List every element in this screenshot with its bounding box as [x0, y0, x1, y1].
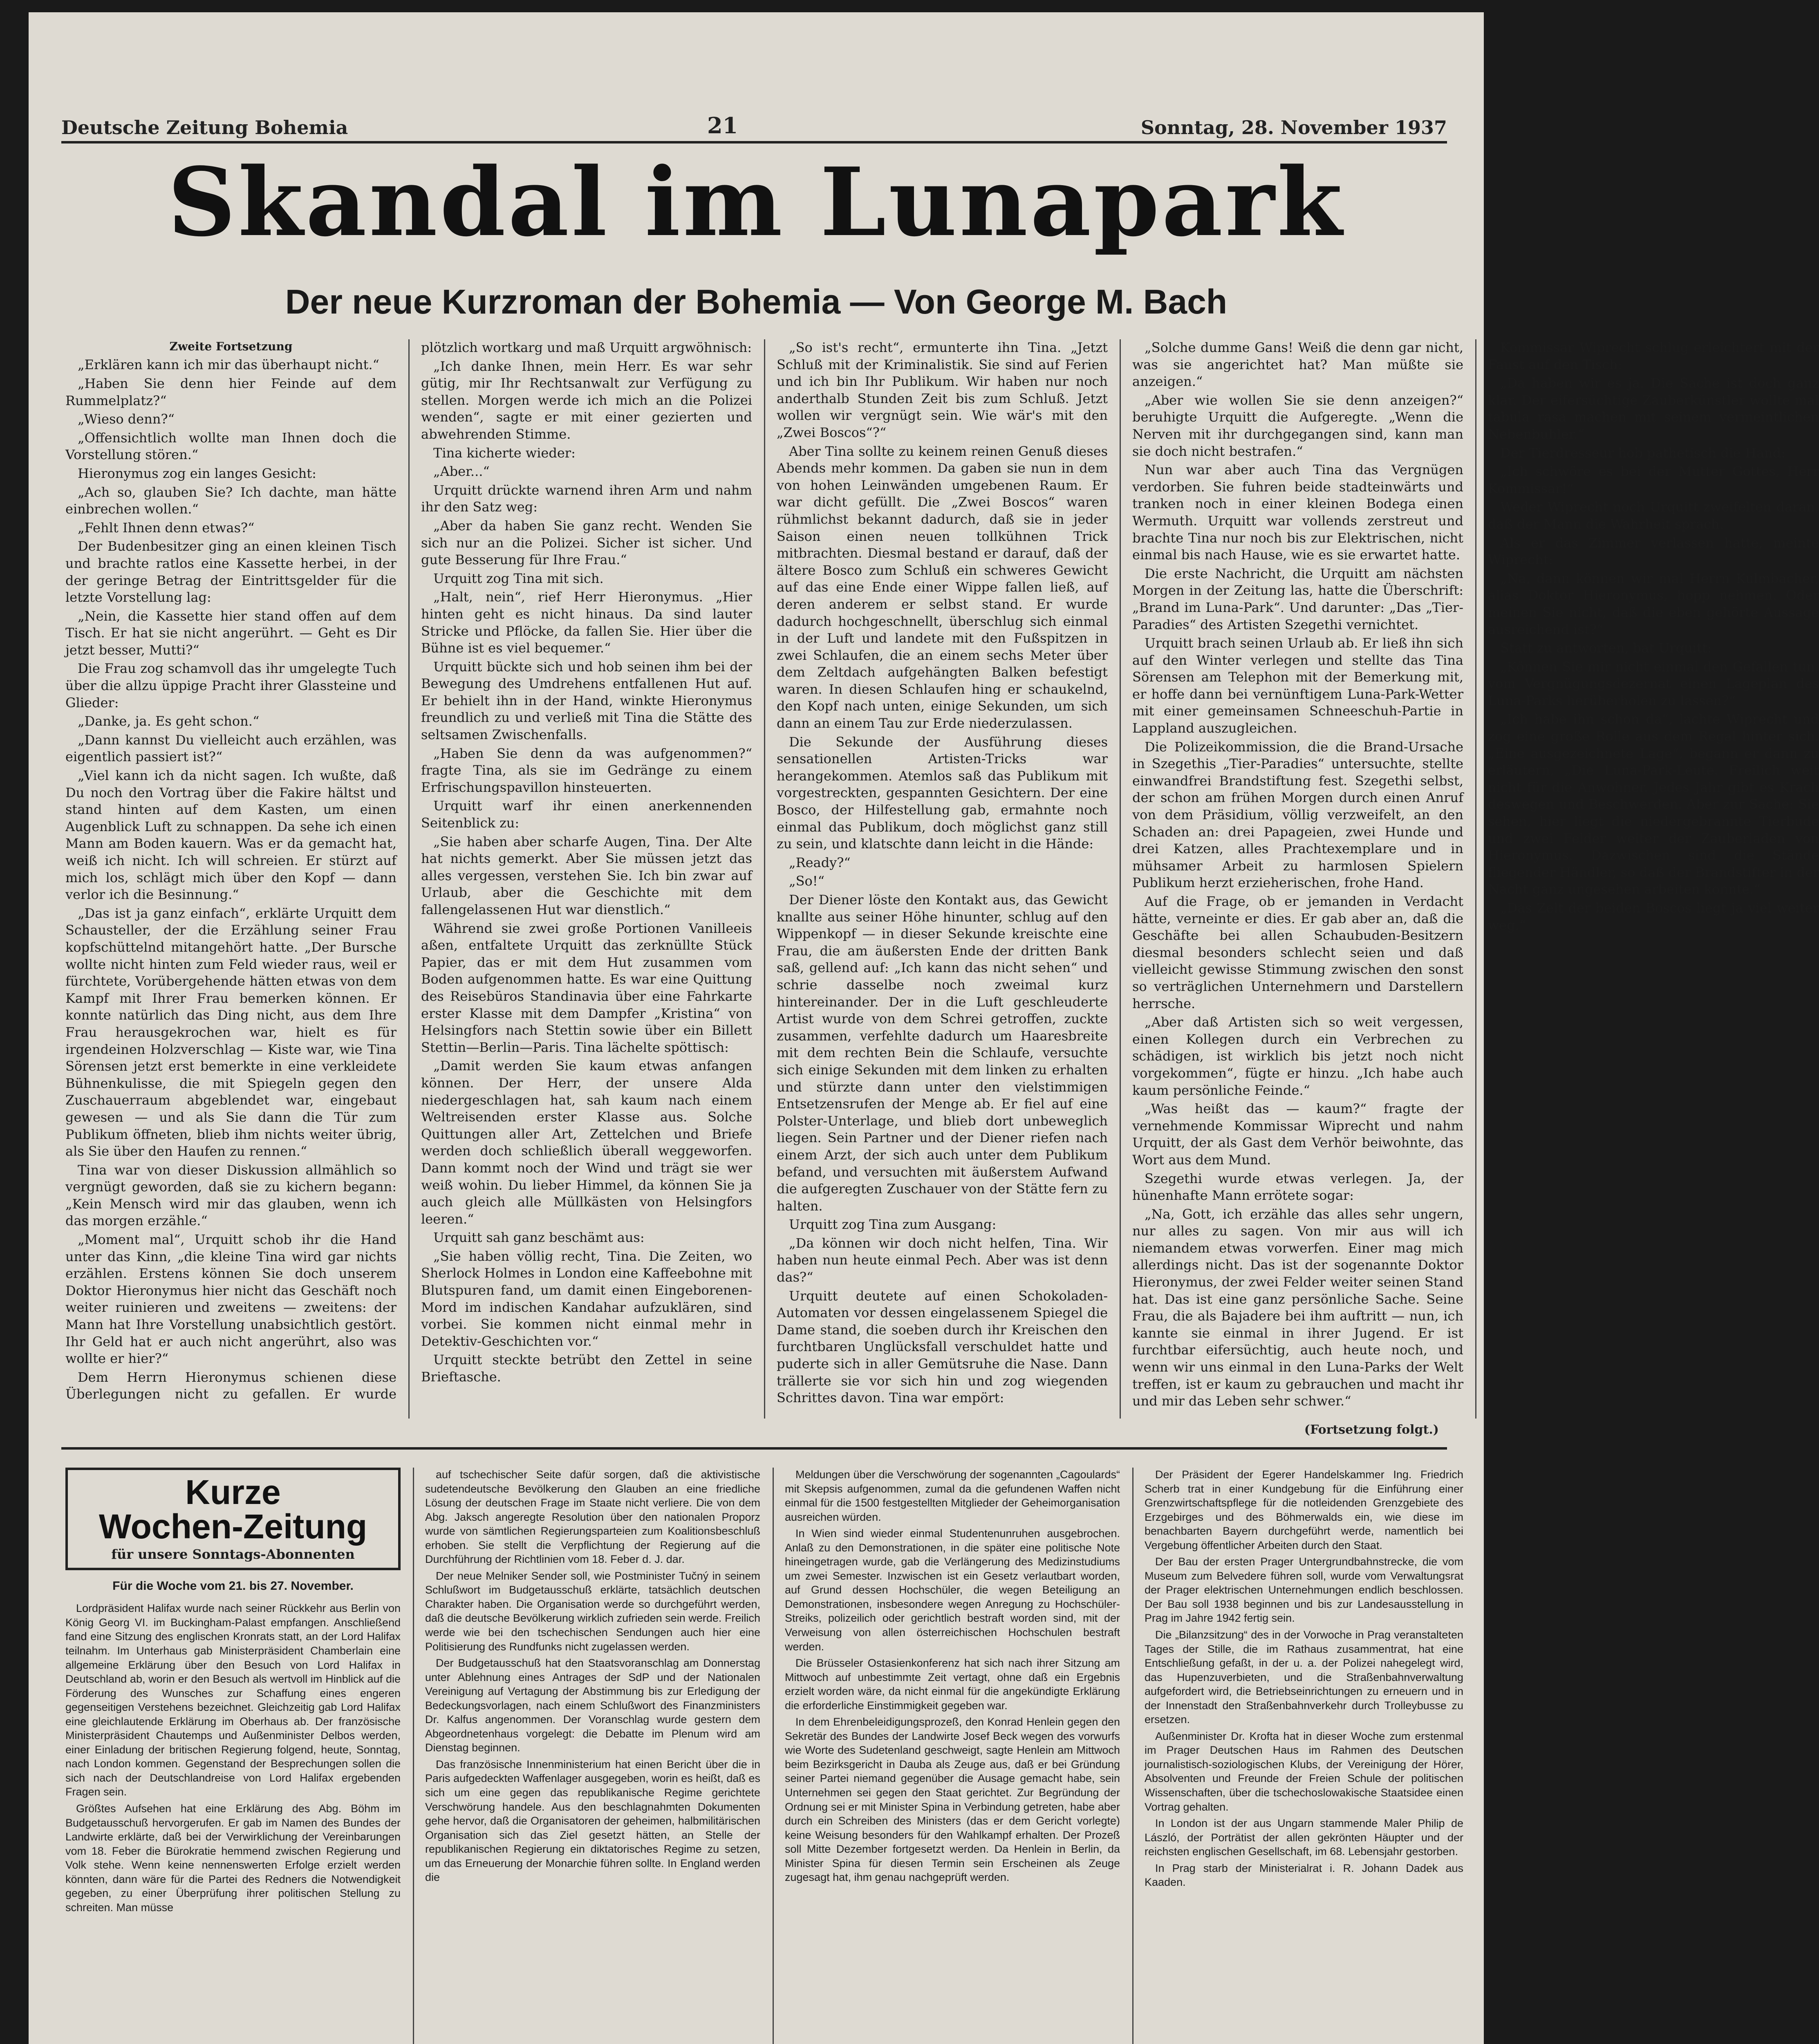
- story-paragraph: „Das Zelt der beiden Boscos liegt ja viel weiter weg.“: [1488, 900, 1819, 933]
- story-paragraph: Die Sekunde der Ausführung dieses sensationellen Artisten-Tricks war herangekommen. Atemlos saß das Publikum mit vorgestreckten, gespannten Gesichtern. Der eine Bosco, der Hilfestellung gab, ermahnte noch einmal das Publikum, doch möglichst ganz still zu sein, und klatschte dann leicht in die Hände:: [777, 734, 1108, 852]
- news-paragraph: Der Bau der ersten Prager Untergrundbahnstrecke, die vom Museum zum Belvedere führen soll, wurde vom Verwaltungsrat der Prager elektrischen Unternehmungen endlich beschlossen. Der Bau soll 1938 beginnen und bis zur Landesausstellung in Prag im Jahre 1942 fertig sein.: [1145, 1555, 1463, 1625]
- story-paragraph: „Ach so, glauben Sie? Ich dachte, man hätte einbrechen wollen.“: [65, 484, 397, 517]
- news-paragraph: Meldungen über die Verschwörung der sogenannten „Cagoulards“ mit Skepsis aufgenommen, zumal da die gefundenen Waffen nicht einmal für die 1500 festgestellten Mitglieder der Geheimorganisation ausreichen würden.: [785, 1468, 1120, 1523]
- story-paragraph: Urquitt drückte warnend ihren Arm und nahm ihr den Satz weg:: [421, 482, 752, 515]
- story-paragraph: „Damit werden Sie kaum etwas anfangen können. Der Herr, der unsere Alda niedergeschlagen hat, sah kaum nach einem Weltreisenden erster Klasse aus. Solche Quittungen aller Art, Zettelchen und Briefe werden doch schließlich überall weggeworfen. Dann kommt noch der Wind und trägt sie wer weiß wohin. Du lieber Himmel, da können Sie ja auch gleich alle Müllkästen von Helsingfors leeren.“: [421, 1058, 752, 1227]
- story-paragraph: Hieronymus zog ein langes Gesicht:: [78, 465, 316, 481]
- column-rule: [1132, 1468, 1134, 2044]
- column-rule: [413, 1468, 414, 2044]
- headline: Skandal im Lunapark: [168, 147, 1345, 258]
- story-paragraph: Als er das Zimmer verlassen hatte, meinte Wiprecht:: [1488, 535, 1819, 568]
- story-paragraph: Urquitt brach seinen Urlaub ab. Er ließ ihn sich auf den Winter verlegen und stellte das Tina Sörensen am Telephon mit der Bemerkung mit, er hoffe dann bei vernünftigem Luna-Park-Wetter mit einer gemeinsamen Schneeschuh-Partie in Lappland auszugleichen.: [1132, 635, 1463, 736]
- story-paragraph: „Aber daß Artisten sich so weit vergessen, einen Kollegen durch ein Verbrechen zu schädigen, ist wirklich bis jetzt noch nicht vorgekommen“, fügte er hinzu. „Ich habe auch kaum persönliche Feinde.“: [1132, 1014, 1463, 1098]
- story-paragraph: „Aber da haben Sie ganz recht. Wenden Sie sich nur an die Polizei. Sicher ist sicher. Und gute Besserung für Ihre Frau.“: [421, 518, 752, 568]
- news-column-2: [425, 1468, 760, 2044]
- story-paragraph: „Moment mal“, Urquitt schob ihr die Hand unter das Kinn, „die kleine Tina wird gar nichts erzählen. Erstens können Sie doch unserem Doktor Hieronymus hier nicht das Geschäft noch weiter ruinieren und zweitens — zweitens: der Mann hat Ihre Vorstellung unabsichtlich gestört. Ihr Geld hat er auch nicht angerührt, also was wollte er hier?“: [65, 1232, 397, 1367]
- page-number: 21: [707, 112, 738, 139]
- weekly-news-masthead: [65, 1468, 401, 1570]
- story-paragraph: Urquitt steckte betrübt den Zettel in seine Brieftasche.: [421, 1352, 752, 1385]
- news-column-1: [65, 1468, 401, 2044]
- story-paragraph: Aber Tina sollte zu keinem reinen Genuß dieses Abends mehr kommen. Da gaben sie nun in dem von hohen Leinwänden umgebenen Raum. Er war dicht gefüllt. Die „Zwei Boscos“ waren rühmlichst bekannt dadurch, daß sie in jeder Saison einen neuen tollkühnen Trick mitbrachten. Diesmal bestand er darauf, daß der ältere Bosco zum Schluß ein schweres Gewicht auf das eine Ende einer Wippe fallen ließ, auf deren anderem er selbst stand. Er wurde dadurch hochgeschnellt, überschlug sich einmal in der Luft und landete mit den Fußspitzen in zwei Schlaufen, die an einem sechs Meter über dem Zeltdach aufgehängten Balken befestigt waren. In diesen Schlaufen hing er schaukelnd, den Kopf nach unten, einige Sekunden, um sich dann an einem Tau zur Erde niederzulassen.: [777, 443, 1108, 731]
- story-paragraph: „Ich habe ihn schon da“, lachte Wiprecht und zog eine große Rolle aus dem Regal hinter sich. „Eine ausgezeichnete Lage“, begann er dann zu erläutern, „Die Luna-Park-Leute. Freilich weit nicht für die Anwohner. Jedes Jahr gibt es Krach deswegen und Beschwerden. Aber zur Sache: Sie sehen, hier liegt die niedergebrannte Tierbude und zwei Felder weiter der Zauberladen von Hieronymus. Dazwischen sind die Stände fliegender Händler, so daß der Brandstifter in der Nacht ganz ungesehen arbeiten konnte.“: [1488, 711, 1819, 897]
- story-paragraph: Der Budenbesitzer ging an einen kleinen Tisch und brachte ratlos eine Kassette herbei, in der der geringe Betrag der Eintrittsgelder für die letzte Vorstellung lag:: [65, 538, 397, 605]
- issue-date: Sonntag, 28. November 1937: [1140, 117, 1447, 139]
- story-paragraph: „Können Sie mir nicht einmal den Gefallen tun, vom Vergnügungsdezernat einen Lageplan des Luna-Parks herüberholen zu lassen?“: [1488, 659, 1819, 708]
- story-paragraph: Urquitt zog Tina zum Ausgang:: [789, 1217, 997, 1233]
- news-paragraph: In dem Ehrenbeleidigungsprozeß, den Konrad Henlein gegen den Sekretär des Bundes der Landwirte Josef Beck wegen des vorwurfs wie Worte des Sudetenland geschweigt, sagte Henlein am Mittwoch beim Bezirksgericht in Dauba als Zeuge aus, daß er bei Gründung seiner Partei niemand gegenüber die Ausage gemacht habe, sein Unternehmen sei gegen den Staat gerichtet. Zur Begründung der Ordnung sei er mit Minister Spina in Verbindung getreten, habe aber durch ein Schreiben des Ministers (das er dem Gericht vorlegte) keine Weisung besonders für den Wahlkampf erhalten. Der Prozeß soll Mitte Dezember fortgesetzt werden. Da Henlein in Berlin, da Minister Spina für diesen Termin sein Erscheinen als Zeuge zugesagt hat, ihm genau nachgeprüft werden.: [785, 1716, 1120, 1884]
- news-paragraph: Größtes Aufsehen hat eine Erklärung des Abg. Böhm im Budgetausschuß hervorgerufen. Er gab im Namen des Bundes der Landwirte erklärte, daß bei der Verwirklichung der Vereinbarungen vom 18. Feber die Bürokratie hemmend zwischen Regierung und Volk stehe. Wenn keine nennenswerten Erfolge erzielt werden könnten, dann wäre für die Partei des Redners die Notwendigkeit gegeben, zu einer Überprüfung ihrer politischen Stellung zu schreiten. Man müsse: [65, 1802, 401, 1914]
- weekly-news-section: [65, 1468, 1463, 2044]
- story-paragraph: Die Polizeikommission, die die Brand-Ursache in Szegethis „Tier-Paradies“ untersuchte, stellte einwandfrei Brandstiftung fest. Szegethi selbst, der schon am frühen Morgen durch einen Anruf von dem Präsidium, völlig verzweifelt, an den Schaden an: drei Papageien, zwei Hunde und drei Katzen, alles Prachtexemplare und in mühsamer Arbeit zu harmlosen Spielern Publikum herzt erzieherischen, frohe Hand.: [1132, 739, 1463, 891]
- story-paragraph: „Haben Sie denn da was aufgenommen?“ fragte Tina, als sie im Gedränge zu einem Erfrischungspavillon hinsteuerten.: [421, 745, 752, 795]
- story-paragraph: Der Tierdresseur hob pathetisch die Hand:: [1500, 445, 1785, 461]
- story-paragraph: „Ich danke Ihnen, mein Herr. Es war sehr gütig, mir Ihr Rechtsanwalt zur Verfügung zu stellen. Morgen werde ich mich an die Polizei wenden“, sagte er mit einer gezierten und abwehrenden Stimme.: [421, 358, 752, 442]
- paper-name: Deutsche Zeitung Bohemia: [61, 117, 348, 139]
- masthead-title-2: Wochen-Zeitung: [99, 1507, 367, 1546]
- story-paragraph: „Sie haben völlig recht, Tina. Die Zeiten, wo Sherlock Holmes in London eine Kaffeebohne mit Blutspuren fand, um damit einen Eingeborenen-Mord im indischen Kandahar aufzuklären, sind vorbei. Sie kommen nicht einmal mehr in Detektiv-Geschichten vor.“: [421, 1248, 752, 1349]
- story-paragraph: Tina war von dieser Diskussion allmählich so vergnügt geworden, daß sie zu kichern begann: „Kein Mensch wird mir das glauben, wenn ich das morgen erzähle.“: [65, 1162, 397, 1229]
- story-paragraph: „Halt, nein“, rief Herr Hieronymus. „Hier hinten geht es nicht hinaus. Da sind lauter Stricke und Pflöcke, da fallen Sie. Hier über die Bühne ist es viel bequemer.“: [421, 589, 752, 656]
- story-paragraph: „Nein, die Kassette hier stand offen auf dem Tisch. Er hat sie nicht angerührt. — Geht es Dir jetzt besser, Mutti?“: [65, 608, 397, 658]
- story-paragraph: Der Diener löste den Kontakt aus, das Gewicht knallte aus seiner Höhe hinunter, schlug auf den Wippenkopf — in dieser Sekunde kreischte eine Frau, die am äußersten Ende der dritten Bank saß, gellend auf: „Ich kann das nicht sehen“ und schrie dasselbe noch zweimal kurz hintereinander. Der in die Luft geschleuderte Artist wurde von dem Schrei getroffen, zuckte zusammen, verfehlte dadurch um Haaresbreite mit dem rechten Bein die Schlaufe, versuchte sich einige Sekunden mit dem linken zu erhalten und stürzte dann unter den vielstimmigen Entsetzensrufen der Menge ab. Er fiel auf eine Polster-Unterlage, und blieb dort unbeweglich liegen. Sein Partner und der Diener riefen nach einem Arzt, der sich auch unter dem Publikum befand, und versuchten mit äußerstem Aufwand die aufgeregten Zuschauer von der Stätte fern zu halten.: [777, 892, 1108, 1214]
- story-paragraph: „Ich schwöre es bei der Mutter Gottes, Herr Kommissar!“: [1488, 464, 1819, 496]
- story-paragraph: „Aber...“: [433, 464, 490, 480]
- news-paragraph: Die „Bilanzsitzung“ des in der Vorwoche in Prag veranstalteten Tages der Stille, die im Rathaus zusammentrat, hat eine Entschließung gefaßt, in der u. a. der Polizei nahegelegt wird, das Hupenzuverbieten, und die Straßenbahnverwaltung aufgefordert wird, die Betriebseinrichtungen zu erneuern und in der Innenstadt den Straßenbahnverkehr durch Trolleybusse zu ersetzen.: [1145, 1629, 1463, 1726]
- story-paragraph: Urquitt warf ihr einen anerkennenden Seitenblick zu:: [421, 798, 752, 831]
- story-paragraph: „Sie haben aber scharfe Augen, Tina. Der Alte hat nichts gemerkt. Aber Sie müssen jetzt das alles vergessen, verstehen Sie. Ich bin zwar auf Urlaub, aber die Geschichte mit dem fallengelassenen Hut war dienstlich.“: [421, 834, 752, 917]
- story-paragraph: „Aber wie wollen Sie sie denn anzeigen?“ beruhigte Urquitt die Aufgeregte. „Wenn die Nerven mit ihr durchgegangen sind, kann man sie doch nicht bestrafen.“: [1132, 392, 1463, 459]
- story-paragraph: Urquitt sah ganz beschämt aus:: [433, 1230, 645, 1246]
- week-range: Für die Woche vom 21. bis 27. November.: [112, 1579, 354, 1593]
- news-paragraph: In Prag starb der Ministerialrat i. R. Johann Dadek aus Kaaden.: [1145, 1862, 1463, 1889]
- page-header: [61, 112, 1447, 143]
- story-paragraph: „So!“: [789, 873, 824, 889]
- news-paragraph: auf tschechischer Seite dafür sorgen, daß die aktivistische sudetendeutsche Bevölkerung den Glauben an eine friedliche Lösung der deutschen Frage im Staate nicht verliere. Die von dem Abg. Jaksch angeregte Resolution über den nationalen Proporz wurde von sämtlichen Regierungsparteien zum Koalitionsbeschluß erhoben. Sie stellt die Verpflichtung der Regierung auf die Durchführung der Richtlinien vom 18. Feber d. J. dar.: [425, 1468, 760, 1566]
- story-paragraph: „Erklären kann ich mir das überhaupt nicht.“: [78, 357, 379, 373]
- serial-story: [65, 339, 1819, 1419]
- story-paragraph: „Da haben wir es ja. Die Sache ist doch ganz klar. Der eifersüchtige Zauberkünstler wollte mal tabula rasa machen mit seinem vermeintlichen Nebenbuhler.“: [1488, 375, 1819, 442]
- news-column-3: [785, 1468, 1120, 2044]
- story-paragraph: Szegethi wurde etwas verlegen. Ja, der hünenhafte Mann errötete sogar:: [1132, 1170, 1463, 1204]
- continuation-label: Zweite Fortsetzung: [169, 340, 293, 353]
- story-paragraph: Dem Herrn Hieronymus schienen diese Überlegungen nicht zu gefallen. Er wurde plötzlich wortkarg und maß Urquitt argwöhnisch:: [65, 340, 752, 1402]
- story-paragraph: Nun war aber auch Tina das Vergnügen verdorben. Sie fuhren beide stadteinwärts und tranken noch in einer kleinen Bodega einen Wermuth. Urquitt war vollends zerstreut und brachte Tina nur noch bis zur Elektrischen, nicht einmal bis nach Hause, wie es sie erwartet hatte.: [1132, 462, 1463, 563]
- story-paragraph: „Dann kannst Du vielleicht auch erzählen, was eigentlich passiert ist?“: [65, 732, 397, 765]
- masthead-subtitle: für unsere Sonntags-Abonnenten: [111, 1546, 355, 1562]
- story-paragraph: „Ready?“: [789, 854, 851, 870]
- news-column-4: [1145, 1468, 1463, 2044]
- news-paragraph: In London ist der aus Ungarn stammende Maler Philip de László, der Porträtist der allen gekrönten Häupter und der reichsten englischen Gesellschaft, im 68. Lebensjahr gestorben.: [1145, 1817, 1463, 1858]
- story-paragraph: Tina kicherte wieder:: [433, 445, 576, 461]
- story-paragraph: Auf die Frage, ob er jemanden in Verdacht hätte, verneinte er dies. Er gab aber an, daß die Geschäfte bei allen Schaubuden-Besitzern diesmal besonders schlecht seien und daß vielleicht gewisse Stimmung zwischen den sonst so verträglichen Unternehmern und Darstellern herrsche.: [1132, 894, 1463, 1011]
- to-be-continued: (Fortsetzung folgt.): [1304, 1423, 1439, 1437]
- story-paragraph: „Da können wir doch nicht helfen, Tina. Wir haben nun heute einmal Pech. Aber was ist denn das?“: [777, 1235, 1108, 1285]
- story-paragraph: Urquitt zog Tina mit sich.: [433, 570, 604, 586]
- story-paragraph: „Solche dumme Gans! Weiß die denn gar nicht, was sie angerichtet hat? Man müßte sie anzeigen.“: [1132, 340, 1463, 390]
- story-paragraph: „Haben Sie denn hier Feinde auf dem Rummelplatz?“: [65, 375, 397, 408]
- story-paragraph: „Das ist ja ganz einfach“, erklärte Urquitt dem Schausteller, der die Erzählung seiner Frau kopfschüttelnd mitangehört hatte. „Der Bursche wollte nicht hinten zum Feld wieder raus, weil er fürchtete, Vorübergehende hätten etwas von dem Kampf mit Ihrer Frau bemerken können. Er konnte natürlich das Ding nicht, aus dem Ihre Frau herausgekrochen war, hielt es für irgendeinen Holzverschlag — Kiste war, wie Tina Sörensen jetzt erst bemerkte in eine verkleidete Bühnenkulisse, die mit Spiegeln gegen den Zuschauerraum abgeblendet war, eingebaut gewesen — und als Sie dann die Tür zum Publikum öffneten, blieb ihm nichts weiter übrig, als Sie über den Haufen zu rennen.“: [65, 905, 397, 1159]
- story-paragraph: „So ist's recht“, ermunterte ihn Tina. „Jetzt Schluß mit der Kriminalistik. Sie sind auf Ferien und ich bin Ihr Publikum. Wir haben nur noch anderthalb Stunden Zeit bis zum Schluß. Jetzt wollen wir vergnügt sein. Wie wär's mit den „Zwei Boscos“?“: [777, 340, 1108, 440]
- story-paragraph: Weder Wiprecht noch Urquitt zweifelten daran, daß der Mann die Wahrheit sprach.: [1488, 499, 1819, 532]
- news-paragraph: Die Brüsseler Ostasienkonferenz hat sich nach ihrer Sitzung am Mittwoch auf unbestimmte Zeit vertagt, ohne daß ein Ergebnis erzielt worden wäre, da nicht einmal für die angekündigte Erklärung die erforderliche Einstimmigkeit gegeben war.: [785, 1657, 1120, 1712]
- news-paragraph: Der Budgetausschuß hat den Staatsvoranschlag am Donnerstag unter Ablehnung eines Antrages der SdP und der Nationalen Vereinigung auf Vertagung der Abstimmung bis zur Erledigung der Bedeckungsvorlagen, nach einem Schlußwort des Finanzministers Dr. Kalfus angenommen. Der Voranschlag wurde gestern dem Abgeordnetenhaus vorgelegt: die Debatte im Plenum wird am Dienstag beginnen.: [425, 1657, 760, 1754]
- story-paragraph: „Fehlt Ihnen denn etwas?“: [78, 520, 255, 536]
- news-paragraph: Das französische Innenministerium hat einen Bericht über die in Paris aufgedeckten Waffenlager ausgegeben, worin es heißt, daß es sich um eine gegen das republikanische Regime gerichtete Verschwörung handele. Aus den beschlagnahmten Dokumenten gehe hervor, daß die Organisatoren der geheimen, halbmilitärischen Organisation sich das Ziel gesetzt hätten, an Stelle der republikanischen Regierung ein diktatorisches Regime zu setzen, um das Erneuerung der Monarchie führen sollte. In England werden die: [425, 1758, 760, 1884]
- story-paragraph: Während sie zwei große Portionen Vanilleeis aßen, entfaltete Urquitt das zerknüllte Stück Papier, das er mit dem Hut zusammen vom Boden aufgenommen hatte. Es war eine Quittung des Reisebüros Standinavia über eine Fahrkarte erster Klasse mit dem Dampfer „Kristina“ von Helsingfors nach Stettin sowie über ein Billett Stettin—Berlin—Paris. Tina lächelte spöttisch:: [421, 920, 752, 1055]
- story-paragraph: „Na, dann können wir mal Herrn Kulmbacher, alias Doktor Hieronymus, hopp nehmen. Oder meinen Sie nicht, daß die eben gehörte Aussage ausreichend ist?“: [1488, 570, 1819, 637]
- story-paragraph: Die erste Nachricht, die Urquitt am nächsten Morgen in der Zeitung las, hatte die Überschrift: „Brand im Luna-Park“. Und darunter: „Das „Tier-Paradies“ des Artisten Szegethi vernichtet.: [1132, 565, 1463, 632]
- newspaper-page: [29, 12, 1819, 2044]
- story-paragraph: „Wieso denn?“: [78, 411, 175, 427]
- news-paragraph: Der Präsident der Egerer Handelskammer Ing. Friedrich Scherb trat in einer Kundgebung für die Einführung einer Grenzwirtschaftspflege für die notleidenden Grenzgebiete des Erzgebirges und des Böhmerwalds ein, wie diese im benachbarten Bayern durchgeführt werde, namentlich bei Vergebung öffentlicher Arbeiten durch den Staat.: [1145, 1468, 1463, 1551]
- news-paragraph: In Wien sind wieder einmal Studentenunruhen ausgebrochen. Anlaß zu den Demonstrationen, in die später eine politische Note hineingetragen wurde, gab die Verlängerung des Medizinstudiums um zwei Semester. Inzwischen ist ein Gesetz verlautbart worden, auf Grund dessen Hochschüler, die wegen Beteiligung an Demonstrationen, insbesondere wegen Anregung zu Hochschüler-Streiks, polizeilich oder gerichtlich bestraft worden sind, mit der Verweisung von allen österreichischen Hochschulen bestraft werden.: [785, 1527, 1120, 1653]
- section-divider: [61, 1447, 1447, 1450]
- subheadline: Der neue Kurzroman der Bohemia — Von George M. Bach: [285, 282, 1228, 321]
- news-paragraph: Der neue Melniker Sender soll, wie Postminister Tučný in seinem Schlußwort im Budgetausschuß erklärte, tatsächlich deutschen Charakter haben. Die Organisation werde so durchgeführt werden, daß die deutsche Bevölkerung wirklich zufrieden sein werde. Freilich werde wie bei den tschechischen Sendungen auch hier eine Politisierung des Rundfunks nicht zugelassen werden.: [425, 1569, 760, 1653]
- masthead-title-1: Kurze: [185, 1473, 281, 1511]
- story-paragraph: Statt zu antworten, bat Urquitt:: [1500, 640, 1712, 656]
- story-paragraph: Urquitt deutete auf einen Schokoladen-Automaten vor dessen eingelassenem Spiegel die Dame stand, die soeben durch ihr Kreischen den furchtbaren Unglücksfall verschuldet hatte und puderte sich in aller Gemütsruhe die Nase. Dann trällerte sie vor sich hin und zog wiegenden Schrittes davon. Tina war empört:: [777, 1288, 1108, 1406]
- story-paragraph: „Was heißt das — kaum?“ fragte der vernehmende Kommissar Wiprecht und nahm Urquitt, der als Gast dem Verhör beiwohnte, das Wort aus dem Mund.: [1132, 1101, 1463, 1168]
- column-rule: [773, 1468, 774, 2044]
- story-paragraph: Urquitt bückte sich und hob seinen ihm bei der Bewegung des Umdrehens entfallenen Hut auf. Er behielt ihn in der Hand, winkte Hieronymus freundlich zu und verließ mit Tina die Stätte des seltsamen Zwischenfalls.: [421, 659, 752, 743]
- story-paragraph: „Offensichtlich wollte man Ihnen doch die Vorstellung stören.“: [65, 430, 397, 463]
- story-paragraph: „Danke, ja. Es geht schon.“: [78, 713, 260, 729]
- news-paragraph: Außenminister Dr. Krofta hat in dieser Woche zum erstenmal im Prager Deutschen Haus im Rahmen des Deutschen journalistisch-soziologischen Klubs, der Vereinigung der Hörer, Absolventen und Freunde der Freien Schule der politischen Wissenschaften, über die tschechoslowakische Staatsidee einen Vortrag gehalten.: [1145, 1730, 1463, 1813]
- news-paragraph: Lordpräsident Halifax wurde nach seiner Rückkehr aus Berlin von König Georg VI. im Buckingham-Palast empfangen. Anschließend fand eine Sitzung des englischen Kronrats statt, an der Lord Halifax teilnahm. Im Unterhaus gab Ministerpräsident Chamberlain eine allgemeine Erklärung über den Besuch von Lord Halifax in Deutschland ab, worin er den Besuch als wertvoll im Hinblick auf die Förderung des Wunsches zur Schaffung eines engeren gegenseitigen Verstehens bezeichnet. Gleichzeitig gab Lord Halifax eine gleichlautende Erklärung im Oberhaus ab. Der französische Ministerpräsident Chautemps und Außenminister Delbos werden, einer Einladung der britischen Regierung folgend, heute, Sonntag, nach London kommen. Gegenstand der Besprechungen sollen die sich nach der Deutschlandreise von Lord Halifax ergebenden Fragen sein.: [65, 1602, 401, 1798]
- story-paragraph: „Na, Gott, ich erzähle das alles sehr ungern, nur alles zu sagen. Von mir aus will ich niemandem etwas vorwerfen. Einer mag mich allerdings nicht. Das ist der sogenannte Doktor Hieronymus, der zwei Felder weiter seinen Stand hat. Das ist eine ganz persönliche Sache. Seine Frau, die als Bajadere bei ihm auftritt — nun, ich kannte sie einmal in ihrer Jugend. Er ist furchtbar eifersüchtig, auch heute noch, und wenn wir uns einmal in den Luna-Parks der Welt treffen, ist er kaum zu gebrauchen und macht ihr und mir das Leben sehr schwer.“: [1132, 1206, 1463, 1409]
- story-paragraph: Kommissar Wiprecht schlug erleichtert mit der Faust auf den Tisch:: [1488, 340, 1819, 372]
- story-paragraph: Die Frau zog schamvoll das ihr umgelegte Tuch über die allzu üppige Pracht ihrer Glassteine und Glieder:: [65, 661, 397, 710]
- story-paragraph: „Viel kann ich da nicht sagen. Ich wußte, daß Du noch den Vortrag über die Fakire hältst und stand hinten auf dem Kasten, um einen Augenblick Luft zu schnappen. Da sehe ich einen Mann am Boden kauern. Was er da gemacht hat, weiß ich nicht. Ich will schreien. Er stürzt auf mich los, schlägt mich über den Kopf — dann verlor ich die Besinnung.“: [65, 768, 397, 903]
